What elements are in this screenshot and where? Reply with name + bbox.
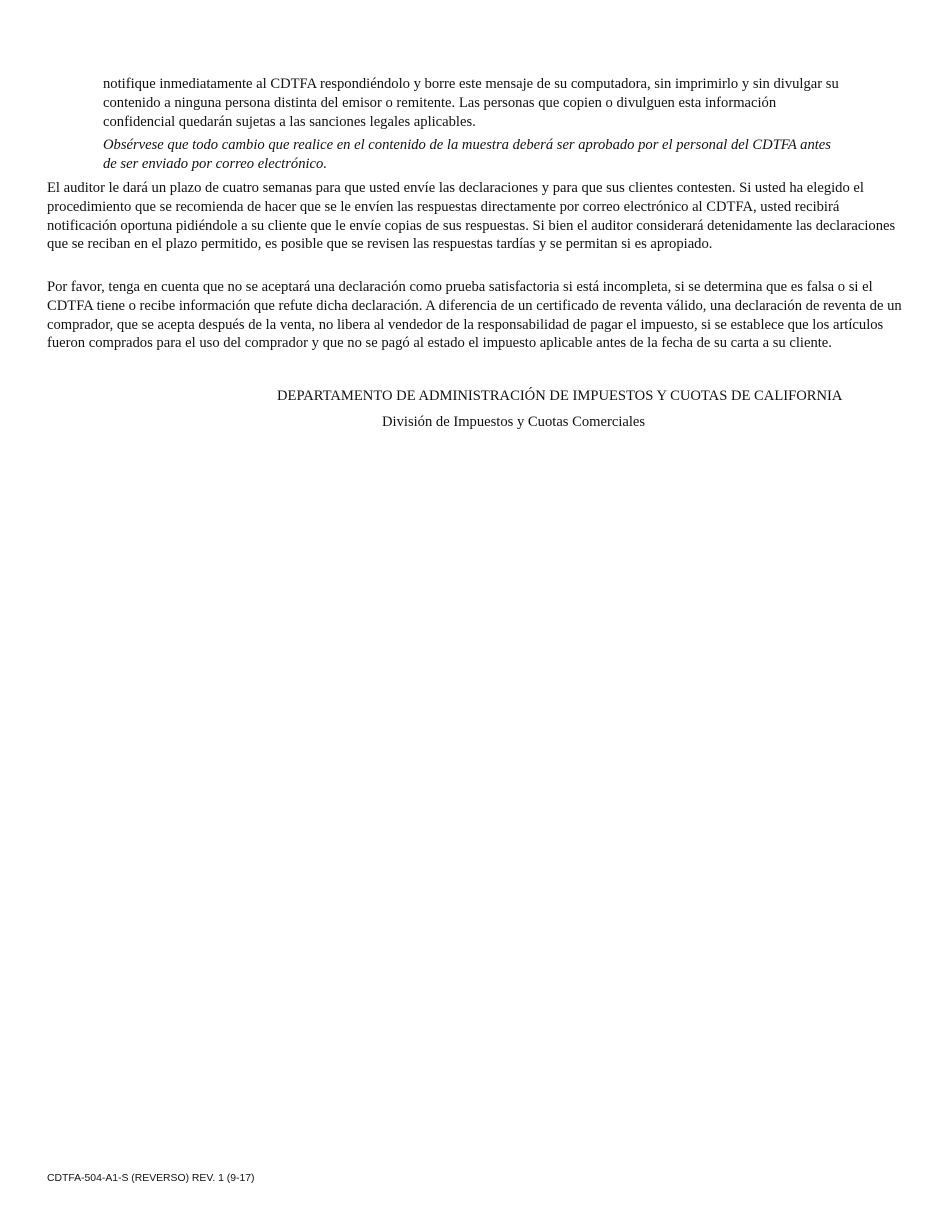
continuation-paragraph: notifique inmediatamente al CDTFA respondiéndolo y borre este mensaje de su computadora, sin imprimirlo y sin divulgar su contenido a ninguna persona distinta del emisor o remitente. Las personas que copien o divulguen esta información confidencial quedarán sujetas a las sanciones legales aplicables. <box>103 76 839 130</box>
signature-department: DEPARTAMENTO DE ADMINISTRACIÓN DE IMPUESTOS Y CUOTAS DE CALIFORNIA <box>277 388 843 404</box>
declaration-note-paragraph: Por favor, tenga en cuenta que no se aceptará una declaración como prueba satisfactoria si está incompleta, si se determina que es falsa o si el CDTFA tiene o recibe información que refute dicha declaración. A diferencia de un certificado de reventa válido, una declaración de reventa de un comprador, que se acepta después de la venta, no libera al vendedor de la responsabilidad de pagar el impuesto, si se establece que los artículos fueron comprados para el uso del comprador y que no se pagó al estado el impuesto aplicable antes de la fecha de su carta a su cliente. <box>47 279 902 352</box>
italic-note: Obsérvese que todo cambio que realice en el contenido de la muestra deberá ser aprobado por el personal del CDTFA antes de ser enviado por correo electrónico. <box>103 137 831 172</box>
auditor-paragraph: El auditor le dará un plazo de cuatro semanas para que usted envíe las declaraciones y para que sus clientes contesten. Si usted ha elegido el procedimiento que se recomienda de hacer que se le envíen las respuestas directamente por correo electrónico al CDTFA, usted recibirá notificación oportuna pidiéndole a su cliente que le envíe copias de sus respuestas. Si bien el auditor considerará detenidamente las declaraciones que se reciban en el plazo permitido, es posible que se revisen las respuestas tardías y se permitan si es apropiado. <box>47 180 896 253</box>
signature-division: División de Impuestos y Cuotas Comerciales <box>382 414 646 430</box>
form-footer-id: CDTFA-504-A1-S (REVERSO) REV. 1 (9-17) <box>47 1173 255 1184</box>
